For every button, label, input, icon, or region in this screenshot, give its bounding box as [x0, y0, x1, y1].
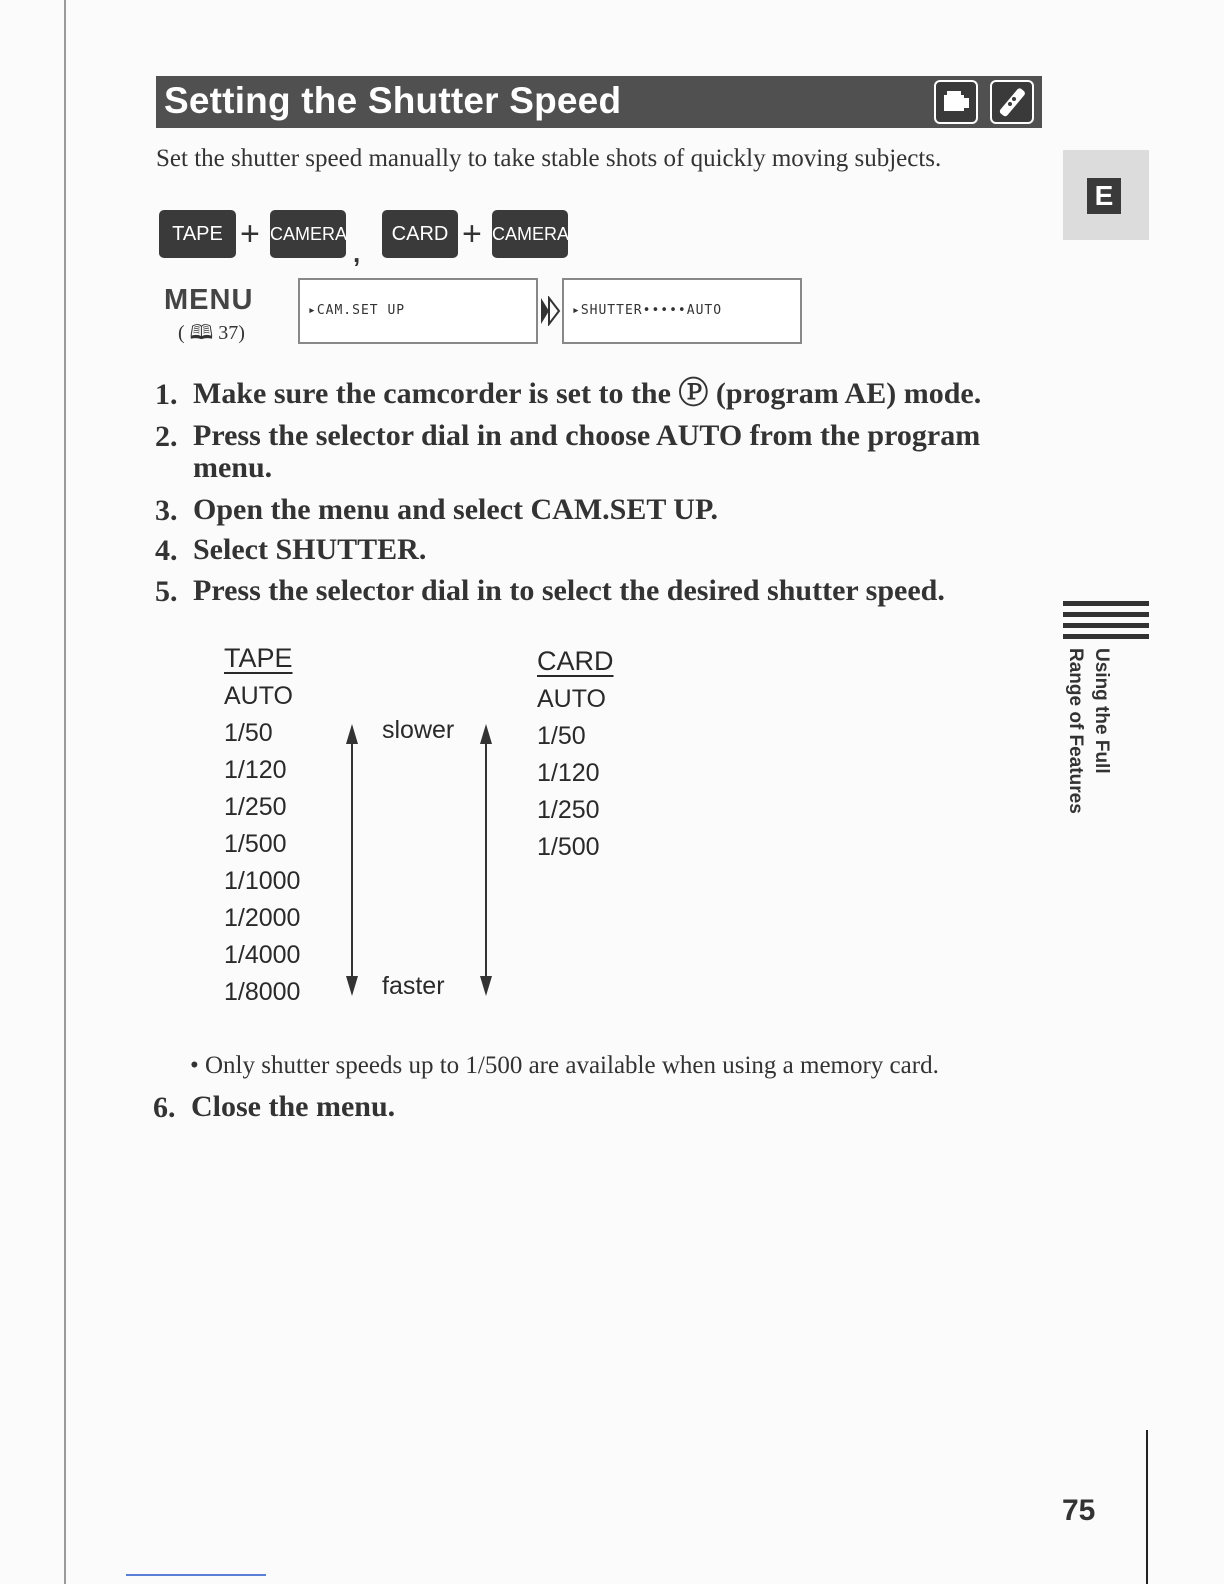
page-title-bar [156, 76, 1042, 128]
menu-page-reference: ( 🕮 37) [178, 322, 245, 344]
card-speed-item: 1/50 [537, 722, 586, 750]
card-speed-item: 1/500 [537, 833, 600, 861]
intro-text: Set the shutter speed manually to take stable shots of quickly moving subjects. [156, 145, 942, 172]
page-title: Setting the Shutter Speed [164, 80, 622, 121]
plus-sign: + [240, 215, 260, 253]
card-column-heading: CARD [537, 646, 614, 676]
tape-speed-item: 1/8000 [224, 978, 301, 1006]
language-letter: E [1087, 178, 1121, 214]
section-marker-line [1063, 612, 1149, 617]
arrow-down-icon [480, 976, 492, 996]
mode-separator: , [353, 238, 361, 268]
section-marker-line [1063, 634, 1149, 639]
language-tab [1063, 150, 1149, 240]
section-label-line2: Range of Features [1065, 648, 1086, 814]
card-mode-badge: CARD [382, 210, 458, 258]
bottom-link-line [126, 1574, 266, 1576]
note-text: • Only shutter speeds up to 1/500 are available when using a memory card. [190, 1052, 939, 1079]
page-left-edge [64, 0, 66, 1584]
menu-label: MENU [164, 284, 254, 316]
card-speed-item: 1/120 [537, 759, 600, 787]
section-marker-line [1063, 601, 1149, 606]
faster-label: faster [382, 972, 445, 1000]
camcorder-mode-icon [934, 80, 978, 124]
section-marker-line [1063, 623, 1149, 628]
speed-scale-line [351, 740, 353, 980]
tape-speed-item: 1/120 [224, 756, 287, 784]
arrow-down-icon [346, 976, 358, 996]
menu-screen-shutter: ▸SHUTTER•••••AUTO [562, 278, 802, 344]
section-label-line1: Using the Full [1091, 648, 1112, 774]
card-speed-item: 1/250 [537, 796, 600, 824]
remote-control-icon [990, 80, 1034, 124]
page-number: 75 [1062, 1494, 1096, 1527]
camera-mode-badge: CAMERA [270, 210, 346, 258]
camera-mode-badge: CAMERA [492, 210, 568, 258]
menu-screen-camsetup: ▸CAM.SET UP [298, 278, 538, 344]
speed-scale-line [485, 740, 487, 980]
tape-speed-item: 1/2000 [224, 904, 301, 932]
card-speed-item: AUTO [537, 685, 606, 713]
tape-speed-item: AUTO [224, 682, 293, 710]
tape-speed-item: 1/500 [224, 830, 287, 858]
tape-mode-badge: TAPE [159, 210, 236, 258]
tape-speed-item: 1/4000 [224, 941, 301, 969]
plus-sign: + [462, 215, 482, 253]
page-right-edge [1146, 1430, 1148, 1584]
tape-speed-item: 1/250 [224, 793, 287, 821]
tape-column-heading: TAPE [224, 643, 293, 673]
slower-label: slower [382, 716, 455, 744]
tape-speed-item: 1/1000 [224, 867, 301, 895]
next-arrow-icon [539, 296, 561, 326]
tape-speed-item: 1/50 [224, 719, 273, 747]
section-side-label [1062, 648, 1114, 818]
